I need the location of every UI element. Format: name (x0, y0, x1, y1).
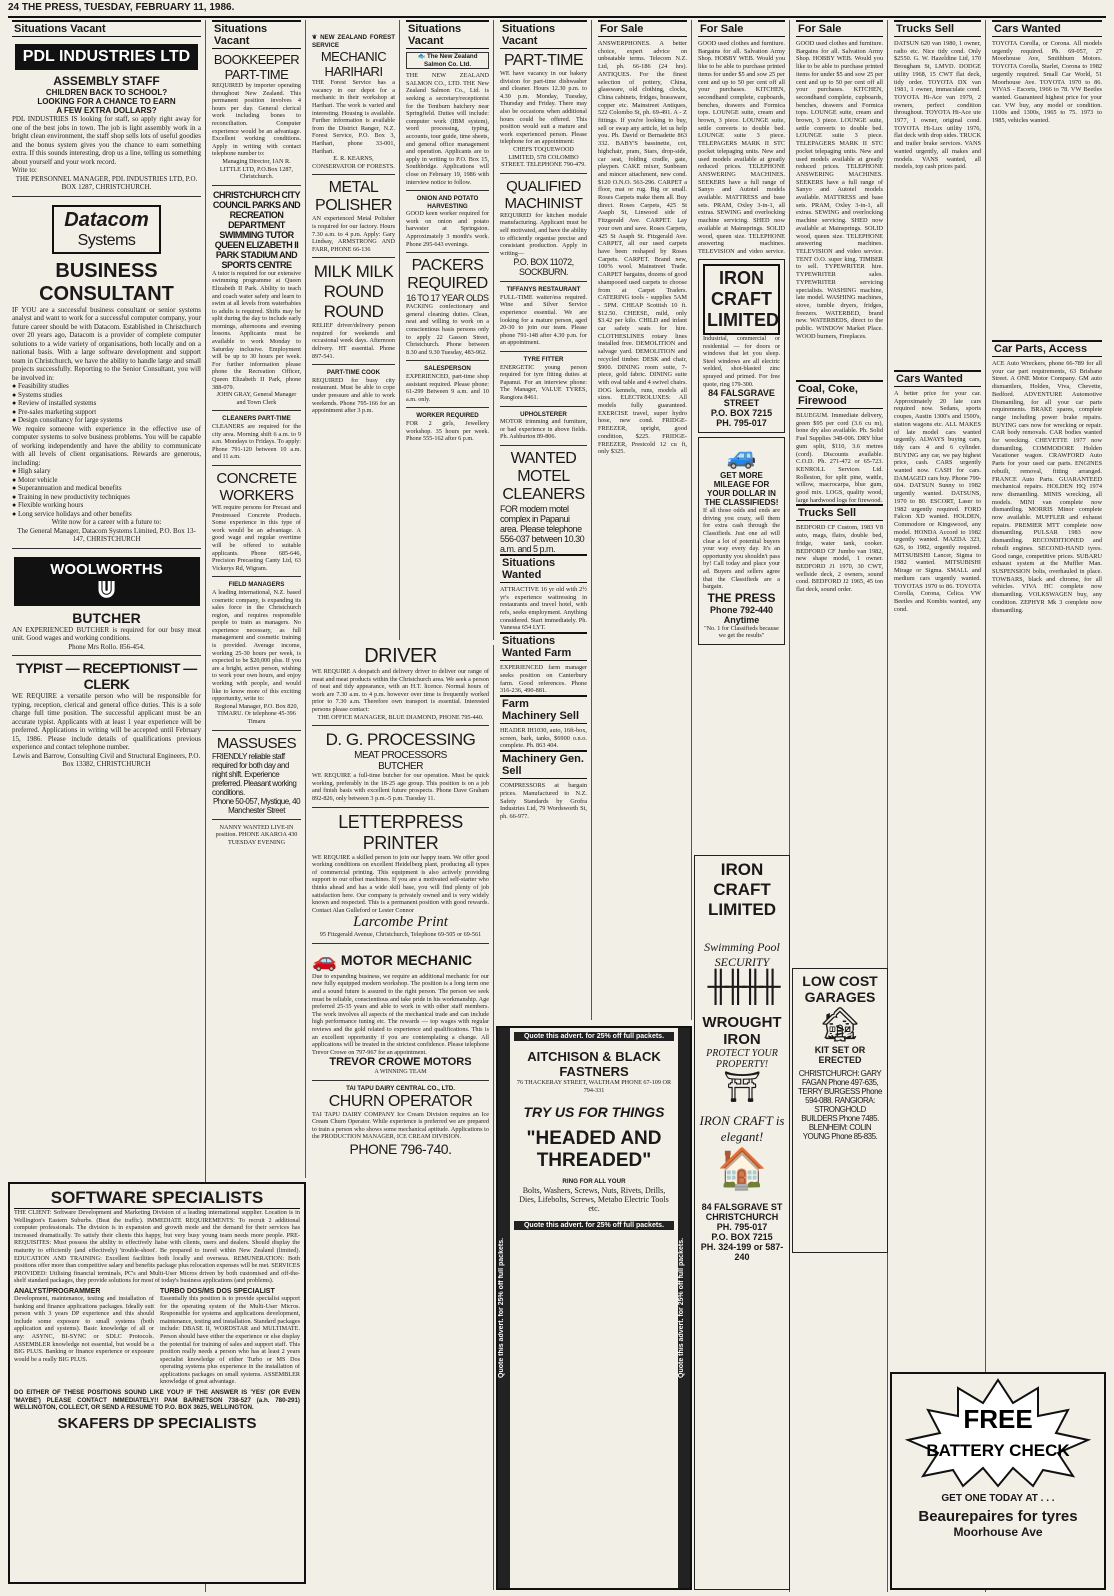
car-parts-listings: ACE Auto Wreckers, phone 66-789 for all your car part requirements, 63 Brisbane Street. A ONE Motor Company. GM auto dismantlers, Holden, Viva, Chevette, Bedford. ADVENTURE Automotive Dismantling, for all your car parts requirements. BRAKE spares, complete range including power brake repairs. BUYING cars now for wrecking or repair. CAR body removals. CAR bodies wanted for wrecking. CHEVETTE 1977 now dismantling. COMMODORE Holden Vacationer wagon. CRAWFORD Auto Parts for your used car parts. ENGINES rebuilt, removal, fitting arranged. FRANCE Auto Parts. GUARANTEED mechanical repairs. HOLDEN HQ 1974 now dismantling. MINIS wrecking, all models. MINI van complete now dismantling. MORRIS Minor complete now available. MUFFLER and exhaust repairs. PREMIER MTT complete now dismantling. PULSAR 1983 now dismantling. RECONDITIONED and rebuilt engines. SECOND-HAND tyres. Good range, competitive prices. SUBARU exhaust system at the Muffler Man. SUSPENSION bolts, overhauled in place. TOWBARS, black and chrome, for all vehicles. VIVA HC complete now dismantling. VOLKSWAGEN buy, any condition. ZEPHYR Mk 3 complete now dismantling. (992, 360, 1102, 614)
car-icon: 🚙 (726, 444, 757, 471)
driver-headline: DRIVER (364, 645, 437, 667)
ccc-sign: JOHN GRAY, General Manager and Town Clerk (216, 391, 297, 406)
motor-header (312, 948, 489, 973)
forest-sign: E. R. KEARNS, CONSERVATOR OF FORESTS. (312, 155, 395, 170)
software-headline: SOFTWARE SPECIALISTS (14, 1188, 300, 1209)
classifieds-tag: "No. 1 for Classifieds because we get the results" (704, 624, 779, 640)
ironcraft-box: P.O. BOX 7215 (710, 408, 773, 419)
salesperson-title: SALESPERSON (424, 365, 471, 373)
bookkeeper-address: Managing Director, IAN R. LITTLE LTD, P.O.Box 1287, Christchurch. (219, 157, 294, 181)
coal-listings: BLUEGUM. Immediate delivery, green $95 per cord (3.6 cu m), bone dry also available. Ph. Solid Fuel Supplies 348-006. DRY blue gum split, $110, 3.6 metres (cord). Discounts available. C.O.D. Ph. 271-472 or 65-723. KENROLL Services Ltd. Rolleston, for split pine, wattle, willow, macrocarpa, blue gum, good mix. LOGS, quality wood, large hardwood logs for firewood. (796, 412, 883, 504)
classifieds-anytime: Anytime (723, 614, 760, 625)
pdl-write: Write to: (12, 166, 37, 174)
parttime-body: WE have vacancy in our bakery division for part-time dishwasher and cleaner. Hours 12.30 p.m. to 4.30 p.m. Monday, Tuesday, Thursday and Friday. There may also be occasions when additional hours could be offered. This position would suit a mature and work experienced person. Please telephone for an appointment: (500, 70, 587, 146)
datacom-body2: We require someone with experience in the effective use of computer systems to solve business problems. You will be capable of working independently and have the ability to communicate with all levels of client organisations. Rewards are generous, including: (12, 424, 201, 467)
column-5 (496, 20, 592, 1020)
classifieds-phone: Phone 792-440 (709, 604, 774, 615)
bullet-item: ● Superannuation and medical benefits (12, 484, 122, 492)
milk-body: RELIEF driver/delivery person required for weekends and occasional week days. Afternoon delivery. HT essential. Phone 897-541. (312, 322, 395, 360)
ironcraft-protect: PROTECT YOUR PROPERTY! (706, 1048, 778, 1070)
lowcost-logo: LOW COST GARAGES (802, 973, 878, 1005)
partcook-title: PART-TIME COOK (326, 369, 381, 377)
lowcost-contacts: CHRISTCHURCH: GARY FAGAN Phone 497-635, TERRY BURGESS Phone 594-088. RANGIORA: STRONGHOLD BUILDERS Phone 7485. BLENHEIM: COLIN YOUNG Phone 85-835. (797, 1069, 883, 1141)
column-10 (988, 20, 1106, 1592)
battery-free: FREE (963, 1404, 1033, 1434)
software-footer: DO EITHER OF THESE POSITIONS SOUND LIKE YOU? IF THE ANSWER IS 'YES' (OR EVEN 'MAYBE') PLEASE CONTACT IMMEDIATELY!! PAM BARNETSON 738-527 (a.h. 780-291) WELLINGTON, COLLECT, OR SEND A RESUME TO P.O. BOX 3625, WELLINGTON. (14, 1389, 300, 1412)
typist-headline: TYPIST — RECEPTIONIST — CLERK (16, 660, 197, 692)
masseuses-headline: MASSUSES (216, 734, 297, 752)
garage-icon: 🏚 (818, 1007, 862, 1044)
field-body: A leading international, N.Z. based cosmetic company, is expanding its sales force in the Christchurch region, and requires responsible people to train as managers. No experience necessary, as full management and cosmetic training is provided. Average income, working 25-30 hours per week, is expected to be $20,000 plus. If you are a bright, active person, wishing to work your own hours, and enjoy working with people, and would like to know more of this exciting opportunity, write to: (212, 588, 301, 703)
bullet-text: Systems studies (17, 390, 63, 399)
machinist-address: P.O. BOX 11072, SOCKBURN. (513, 257, 574, 278)
ironcraft-ad (698, 259, 785, 433)
typist-body: WE REQUIRE a versatile person who will be responsible for typing, reception, clerical and general office duties. This is a sole charge full time position. The successful applicant must be an accurate typist. Applicants with at least 1 year experience will be preferred. Applications in writing will be accepted until February 15, 1986. Please include details of qualifications previous experience and contact telephone number. (12, 692, 201, 751)
pdl-ad (12, 40, 201, 192)
section-header: Trucks Sell (796, 504, 883, 521)
tiffanys-title: TIFFANYS RESTAURANT (506, 286, 581, 294)
pdl-headline: ASSEMBLY STAFF (53, 74, 160, 88)
for-sale-listings: GOOD used clothes and furniture. Bargains for all. Salvation Army Shop. HOBBY WEB. Would you like to be able to purchase printed items for under $5 and sow 25 per cent and up to 50 per cent off all your purchases. KITCHEN, secondhand complete, cupboards, benches, drawers and Formica tops. LOUNGE suite, cream and brown, 3 piece. LOUNGE suite, settle converts to double bed. LOUNGE suite 3 piece. TELEPAGERS MARK II STC pocket telepaging units. New and used models available at greatly reduced prices. TELEPHONE ANSWERING MACHINES. SEEKERS have a full range of Sanyo and Autotel models available. MATTRESS and base sets. PRAM, Oxley 3-in-1, all extras. SEWING and overlocking machine servicing. SHED now available at Mainsprings. SOLID wood, queen size. TELEPHONE answering machines. TELEVISION and video service. (698, 40, 785, 255)
datacom-logo (52, 205, 160, 254)
section-header: Situations Vacant (406, 20, 489, 49)
ironcraft-body: Industrial, commercial or residential — for doors or windows that let you sleep. Steel windows are all electric welded, shot-blasted zinc sprayed and primed. For free quote, ring 179-300. (703, 335, 780, 388)
bullet-text: Design consultancy for large systems (17, 416, 123, 424)
bullet-item: ● Pre-sales marketing support (12, 407, 97, 416)
battery-check: BATTERY CHECK (926, 1441, 1070, 1460)
motel-body: FOR modern motel complex in Papanui area. Please telephone 556-037 between 10.30 a.m. and 5 p.m. (500, 503, 585, 554)
datacom-bullets (12, 382, 201, 425)
cleaners-body: CLEANERS are required for the city area. Morning shift 6 a.m. to 9 a.m. Mondays to Fridays. To apply: Phone 791-120 between 10 a.m. and 11 a.m. (212, 423, 301, 461)
ironcraft-box: P.O. BOX 7215 (711, 1232, 773, 1242)
nanny-ad: NANNY WANTED LIVE-IN position. PHONE AKAROA 430 TUESDAY EVENING (215, 823, 298, 846)
motor-body: Due to expanding business, we require an additional mechanic for our new fully equipped modern workshop. The position is a long term one and a sound future is assured to the right person. The person we seek must be reliable, conscientious and take pride in his workmanship. Age preferred 25-35 years and able to work in with other staff members. The work involves all aspects of the mechanical trade and can include high performance tuning etc. The rewards — top wages with regular reviews and the gold related to experience and qualifications. This is an excellent opportunity if you are contemplating a change. All applications will be treated in the strictest confidence. Please telephone Trevor Crowe on 797-967 for an appointment. (312, 972, 489, 1056)
aitchison-items: Bolts, Washers, Screws, Nuts, Rivets, Drills, Dies, Lifebolts, Screws, Metabo Electric Tools etc. (519, 1185, 669, 1213)
motor-tagline: A WINNING TEAM (374, 1068, 427, 1076)
letterpress-address: 95 Fitzgerald Avenue, Christchurch, Telephone 69-505 or 69-561 (319, 931, 482, 939)
woolworths-body: AN EXPERIENCED BUTCHER is required for our busy meat unit. Good wages and working conditions. (12, 625, 201, 642)
taitapu-phone: PHONE 796-740. (349, 1140, 452, 1157)
dg-sub: MEAT PROCESSORS (354, 750, 447, 762)
metal-body: AN experienced Metal Polisher is required for our factory. Hours 7.30 a.m. to 4 p.m. Apply: Gary Lindsay, ARMSTRONG AND FARR, PHONE 66-136 (312, 215, 395, 253)
aitchison-strip-bottom: Quote this advert. for 25% off full packets. (514, 1221, 674, 1230)
ironcraft-wrought: WROUGHT IRON (702, 1014, 782, 1048)
car-icon: 🚗 (312, 949, 337, 972)
metal-headline: METAL POLISHER (315, 179, 392, 215)
gate-icon: ⛩ (722, 1071, 762, 1104)
salmon-body: THE NEW ZEALAND SALMON CO., LTD. THE New Zealand Salmon Co., Ltd. is seeking a secretary/receptionist for the Tentburn hatchery near Springfield. Duties will include: computer work (IBM system), word processing, typing, accounts, tour guide, time sheets, and general office management and operation. Applicants are to apply in writing to P.O. Box 15, Southbridge. Applications will close on February 19, 1986 with interview notice to follow. (406, 72, 489, 186)
datacom-logo-text: Datacom (64, 208, 149, 231)
fern-icon: ❦ (312, 34, 318, 41)
aitchison-content (510, 1028, 678, 1588)
bullet-item: ● Training in new productivity techniques (12, 492, 130, 501)
onion-title: ONION AND POTATO HARVESTING (416, 195, 479, 210)
woolworths-logo (14, 557, 200, 606)
bullet-item: ● Long service holidays and other benefits (12, 509, 132, 518)
bullet-text: High salary (17, 467, 51, 475)
column-4 (402, 20, 494, 640)
position-body: Essentially this position is to provide specialist support for the operating system of the Multi-User Micros. Responsible for systems and applications development, maintenance, testing and installation. Standard packages include: DBASE II, WORDSTAR and MULTIMATE. Person should have either the experience or else display the potential for training of sales and support staff. This position really needs a person who has at least 2 years specialist knowledge of either Turbo or MS Dos operating systems plus experience in the installation of applications packages on small systems. ASSEMBLER knowledge of great advantage. (160, 1294, 300, 1386)
software-body: THE CLIENT: Software Development and Marketing Division of a leading international supplier. Location is in Wellington's Eastern Suburbs. (Beat the traffic). IMMEDIATE REQUIREMENTS: To recruit 2 additional computer professionals. The division is in expansion and growth mode and the demand for their services has increased dramatically. To satisfy their clients this happy, but very busy young team needs more people. PRE-REQUISITES: Must possess the ability to effectively liaise with clients, users and dealers. Should display the maturity to efficiently (and effectively) 'trouble-shoot'. Be prepared to travel within New Zealand (limited). EDUCATION AND TRAINING: Excellent facilities both locally and overseas. REMUNERATION: Both positions offer more than competitive salary and benefits package plus relocation expenses will be met. SERVICES PROVIDED: Utilising financial terminals, PC's and Multi-User Micros driven by both customised and off-the-shelf standard packages, they provide solutions for most of today's business applications (and problems). (14, 1209, 301, 1285)
battery-ad (890, 1372, 1106, 1590)
bullet-text: Superannuation and medical benefits (17, 484, 122, 492)
salmon-logo-text: The New Zealand Salmon Co. Ltd. (423, 53, 478, 68)
wide-ads (308, 645, 494, 1590)
section-header: For Sale (598, 20, 687, 37)
masseuses-phone: Phone 50-057, Mystique, 40 Manchester Street (212, 796, 301, 815)
bullet-item: ● Systems studies (12, 390, 63, 399)
concrete-headline: CONCRETE WORKERS (216, 469, 297, 504)
lowcost-ad (792, 968, 888, 1253)
pdl-sub: LOOKING FOR A CHANCE TO EARN (37, 97, 176, 106)
driver-body: WE REQUIRE A despatch and delivery driver to deliver our range of meat and meat products within the Christchurch area. We seek a person of neat and tidy appearance, with an H.T. licence. Normal hours of work are 7.30 a.m. to 4 p.m. however over time is frequently worked prior to 7.30 a.m. Therefore own transport is essential. Interested persons please contact: (312, 668, 489, 713)
fence-icon: ╫╫╫╫ (707, 970, 777, 1003)
ccc-body: A tutor is required for our extensive swimming programme at Queen Elizabeth II Park. Ability to teach and coach water safety and learn to swim at all levels from waterbabies to adults is required. Shifts may be split during the day to include early mornings, afternoons and evening lessons. Applicants must be available to work Monday to Saturday inclusive. Employment will be up to 30 hours per week. For further information please phone the Recreation Officer, Queen Elizabeth II Park, phone 388-079. (212, 269, 301, 391)
parttime-headline: PART-TIME (503, 52, 584, 69)
for-sale-listings: ANSWERPHONES. A better choice, expert advice on unbeatable terms. Telecom N.Z. Ltd, ph. 66-186 (24 hrs). ANTIQUES. For the finest selection of pottery, China, glassware, old clothing, clocks, China cabinets, fridges, brassware, copper etc. Mainstreet Antiques, 522 Colombo St, ph. 69-491. A - Z fittings. If you're looking to buy, sell or swap any article, let us help you. Ph. David or Bernadette 863 332. BABY'S bassinette, cot, highchair, pram, Stars, drop-side, car seat, folding cradle, gate, playpen. CAKE mixer, Sunbeam and mincer attachment, new cond. $120 O.N.O. 563-296. CARPET a floor, mat or rug. Big or small. Roses Carpets make them all. Buy direct. Roses Carpets, 425 St Asaph St, Linwood side of Fitzgerald Ave. CARPET. Lay your own and save. Roses Carpets, 425 St Asaph St. Fitzgerald Ave. CARPET, all our used carpets have been reshaped by Roses Carpets. CARPET. Brand new, 100% wool. Mainstreet Trade. CARPET bargains, dozens of good shampooed used carpets to choose from at Carpet Traders. CATERING tools - supplies 5AM - 5PM. CHEAP Scottish 10 ft. $12.50. CHEESE, mild, only $3.42 per kilo. CHILD and infant car safety seats for hire. CLOTHESLINES rotary lines installed free. DEMOLITION and salvage yard. DEMOLITION and recycled timber. DESK and chair, $900. DINING room suite, 7-piece, gold fabric. DINING suite with oval table and 4 swivel chairs. DOG kennels, runs, models all sizes. ELECTROLUXES: All models fully guaranteed. EXERCISE travel, super hydro hose, new cond. FRIDGE-FREEZER, upright, good condition, $225. FRIDGE-FREEZER, Prestcold 12 cu ft, only $325. (598, 40, 688, 456)
cars-wanted-listings: A better price for your car. Approximately 20 late cars required now. Sedans, sports coupes, Austin 1300's and 1500's, station wagons etc. ALL MAKES of late model cars wanted urgently. ALWAYS buying cars, tidy cars 4 and 6 cylinder. BUYING any car, we pay highest price, cash. CARS urgently wanted now. CASH for cars. DAMAGED cars buy. Phone 799-604. DATSUN Sunny to 1982 urgently wanted. DATSUNS, 1970 to 80. ESCORT, Laser to 1982 urgently required. FORD Falcon XD wanted. HOLDEN, Commodore or Kingswood, any model. HONDA Accord to 1982 urgently wanted. MAZDA 323, 626, to 1982, urgently required. MITSUBISHI Lancer, Sigma to 1982 wanted. MITSUBISHI Mirage or Sigma. SMALL and medium cars urgently wanted. TOYOTAS 1970 to 86. TOYOTA Corolla, Corona, Celica. VW Beetles and Kombis wanted, any cond. (894, 390, 981, 613)
dg-headline: D. G. PROCESSING (325, 730, 476, 750)
taitapu-company: TAI TAPU DAIRY CENTRAL CO., LTD. (346, 1085, 455, 1092)
datacom-address: The General Manager, Datacom Systems Limited, P.O. Box 13-147, CHRISTCHURCH (17, 526, 196, 543)
software-position-left (14, 1288, 154, 1386)
column-9 (890, 20, 986, 1592)
aitchison-headline: "HEADED AND THREADED" (526, 1128, 662, 1172)
masseuses-body: FRIENDLY reliable staff required for both day and night shift. Experience preferred. Pleasant working conditions. (212, 751, 297, 797)
ironcraft-logo: IRON CRAFT LIMITED (708, 860, 776, 919)
typist-ad (12, 660, 201, 769)
bookkeeper-body: REQUIRED by importer operating throughout New Zealand. This permanent position involves 4 hours per day. General clerical work including bones to reconciliation. Computer experience would be an advantage. Excellent working conditions. Apply in writing with contact telephone number to: (212, 82, 301, 158)
ironcraft-2-ad (694, 855, 790, 1590)
pdl-sub: CHILDREN BACK TO SCHOOL? (45, 88, 168, 97)
aitchison-slogan: TRY US FOR THINGS (523, 1104, 665, 1121)
ironcraft-phone2: PH. 324-199 or 587-240 (700, 1242, 784, 1262)
bullet-item: ● Review of installed systems (12, 399, 97, 407)
parttime-address: CHEFS TOQUEWOOD LIMITED, 578 COLOMBO STREET. TELEPHONE 790-479. (501, 145, 586, 169)
section-header: For Sale (796, 20, 883, 37)
pdl-logo: PDL INDUSTRIES LTD (15, 44, 198, 70)
tyre-title: TYRE FITTER (523, 356, 564, 364)
taitapu-body: TAI TAPU DAIRY COMPANY Ice Cream Division requires an Ice Cream Churn Operator. While experience is preferred we are prepared to train a person who shows some mechanical aptitude. Applications to the PRODUCTION MANAGER, ICE CREAM DIVISION. (312, 1110, 489, 1141)
section-header: Coal, Coke, Firewood (796, 380, 883, 409)
classifieds-body: If all those odds and ends are driving you crazy, sell them for extra cash through the Classifieds. Just one ad will clear a lot of potential buyers your way every day. It's an opportunity you shouldn't pass by! Call today and place your ad. Buyers and sellers agree that the Classifieds are a bargain. (703, 507, 780, 591)
partcook-body: REQUIRED for busy city restaurant. Must be able to cope under pressure and able to work weekends. Phone 795-166 for an appointment after 3 p.m. (312, 376, 395, 415)
trucks-listings: DATSUN 620 van 1980, 1 owner, radio etc. Nice tidy cond. Only $2550. G. W. Hazeldine Ltd, 170 Brougham St, LMVD. DODGE utility 1968, 15 CWT flat deck, tidy order. TOYOTA DX van 1981, 1 owner, immaculate cond. TOYOTA Hi-Ace van 1979, 2 owners, perfect condition throughout. TOYOTA Hi-Ace ute 1977, 1 owner, original cond. TOYOTA Hi-Lux utility 1976, flat deck with drop sides. TRUCK and trailer brake services. VANS wanted urgently, all makes and models. VANS wanted, all models, top cash prices paid. (894, 40, 981, 171)
woolworths-phone: Phone Mrs Rollo. 856-454. (68, 642, 145, 651)
motor-logo: TREVOR CROWE MOTORS (329, 1056, 472, 1069)
aitchison-strip-left: Quote this advert. for 25% off full packets. (498, 1028, 510, 1588)
masthead: 24 THE PRESS, TUESDAY, FEBRUARY 11, 1986. (8, 2, 1106, 18)
forest-logo (312, 34, 395, 49)
datacom-write: Write now for a career with a future to: (51, 518, 162, 526)
position-title: ANALYST/PROGRAMMER (14, 1287, 101, 1295)
forest-ad (312, 34, 395, 170)
taitapu-headline: CHURN OPERATOR (328, 1092, 473, 1110)
section-header: Situations Vacant (12, 20, 201, 37)
cleaners-title: CLEANERS PART-TIME (222, 415, 291, 423)
classifieds-headline: GET MORE MILEAGE FOR YOUR DOLLAR IN THE CLASSIFIEDS! (704, 471, 779, 508)
forest-logo-text: NEW ZEALAND FOREST SERVICE (312, 34, 395, 49)
tyre-body: ENERGETIC young person required for tyre fitting duties at Papanui. For an interview phone: The Manager, VALUE TYRES, Rangiora 8461. (500, 363, 587, 401)
bullet-item: ● Flexible working hours (12, 501, 84, 509)
ironcraft-address: 84 FALSGRAVE STREET (708, 388, 775, 409)
bullet-text: Flexible working hours (17, 501, 84, 509)
concrete-body: WE require persons for Precast and Prestressed Concrete Products. Some experience in this type of work would be an advantage. A good wage and regular overtime will be offered to suitable applicants. Phone 685-646, Precision Precasting Canty Ltd, 63 Vickerys Rd, Wigram. (212, 503, 301, 572)
upholsterer-body: MOTOR trimming and furniture, or bad experience in above fields. Ph. Ashburton 89-806. (500, 418, 587, 441)
section-header: Farm Machinery Sell (500, 695, 587, 724)
ironcraft-logo: IRON CRAFT LIMITED (703, 264, 780, 335)
bullet-text: Motor vehicle (17, 475, 58, 484)
bookkeeper-headline: BOOKKEEPER PART-TIME (213, 52, 300, 82)
forest-body: THE Forest Service has a vacancy in our depot for a mechanic in their workshop at Harihari. The work is varied and interesting. Housing is available. Further information is available from the District Ranger, N.Z. Forest Service, P.O. Box 3, Harihari, phone 33-001, Harihari. (312, 79, 395, 155)
upholsterer-title: UPHOLSTERER (520, 410, 567, 418)
typist-address: Lewis and Barrow, Consulting Civil and Structural Engineers, P.O. Box 13382, CHRISTCHURCH (12, 751, 201, 768)
salmon-logo (406, 52, 489, 69)
pdl-body: PDL INDUSTRIES IS looking for staff, so apply right away for one of the best jobs in town. The job is light assembly work in a bright clean environment, the staff shop sells lots of useful goodies and the bonus system gives you the chance to earn something extra. If this sounds interesting, drop us a line, telling us something about yourself and your work record. (12, 115, 201, 166)
column-2 (208, 20, 306, 1178)
woolworths-logo-text: WOOLWORTHS (50, 560, 163, 578)
cars-wanted-listings: TOYOTA Corolla, or Corona. All models urgently required. Ph. 69-057, 27 Moorhouse Ave, Smithburn Motors. TOYOTA Corolla, Starlet, Corona to 1982 urgently required. Small Car World, 51 Moorhouse Ave. TOYOTA 1970 to 86. VIVAS - Escorts, 1966 to 78. VW Beetles wanted. Guaranteed highest price for your car. VW buy, any model or condition. 1100s and 1300s, 1965 to 75. 1973 to 1985, vehicles wanted. (992, 40, 1102, 125)
datacom-ad (12, 201, 201, 544)
ccc-headline: CHRISTCHURCH CITY COUNCIL PARKS AND RECREATION DEPARTMENT SWIMMING TUTOR QUEEN ELIZABETH II PARK STADIUM AND SPORTS CENTRE (212, 189, 301, 270)
woolworths-ad (12, 553, 201, 652)
section-header: Machinery Gen. Sell (500, 750, 587, 779)
column-6 (594, 20, 692, 1020)
datacom-logo-sub: Systems (77, 231, 136, 249)
column-8 (792, 20, 888, 1592)
section-header: Situations Wanted Farm (500, 632, 587, 661)
onion-body: GOOD keen worker required for work on onion and potato harvester at Springston. Approximately 3 month's work. Phone 295-643 evenings. (406, 210, 489, 248)
forest-headline: MECHANIC HARIHARI (320, 49, 387, 80)
field-address: Regional Manager, P.O. Box 820, TIMARU. Or telephone 45-396 Timaru (214, 702, 299, 725)
starburst-icon (898, 1378, 1098, 1488)
bullet-text: Feasibility studies (17, 382, 69, 390)
pdl-address: THE PERSONNEL MANAGER, PDL INDUSTRIES LTD, P.O. BOX 1287, CHRISTCHURCH. (15, 174, 198, 191)
software-position-right (160, 1288, 300, 1386)
battery-sub: GET ONE TODAY AT . . . (941, 1493, 1055, 1504)
bullet-item: ● Design consultancy for large systems (12, 416, 123, 424)
bullet-text: Pre-sales marketing support (17, 407, 97, 416)
section-header: Trucks Sell (894, 20, 981, 37)
classifieds-ad (698, 437, 785, 645)
section-header: Car Parts, Access (992, 340, 1102, 357)
section-header: Situations Vacant (500, 20, 587, 49)
column-3 (308, 20, 400, 640)
bullet-item: ● High salary (12, 467, 51, 475)
woolworths-headline: BUTCHER (72, 609, 141, 626)
ironcraft-phone: PH. 795-017 (716, 418, 767, 429)
position-body: Development, maintenance, testing and installation of banking and finance applications packages. Ideally suit person with 3 years DP experience and this should include some exposure to small systems (both application and systems). Basic knowledge of all or any: ASYNC, BI-SYNC or SDLC Protocols. ASSEMBLER knowledge not essential, but would be a BIG PLUS. Banking or finance experience or exposure would be a really BIG PLUS. (14, 1294, 154, 1363)
letterpress-headline: LETTERPRESS PRINTER (338, 811, 463, 853)
section-header: Situations Wanted (500, 554, 587, 583)
farm-machinery-listing: HEADER IH1030, auto, 16ft-box, screen, bark, tanks, $6900 o.n.o. complete. Ph. 863 404. (500, 727, 587, 750)
worker-body: FOR 2 girls, Jewellery workshop. 35 hours per week. Phone 555-162 after 6 p.m. (406, 419, 489, 443)
machinist-headline: QUALIFIED MACHINIST (504, 177, 583, 212)
driver-address: THE OFFICE MANAGER, BLUE DIAMOND, PHONE 795-440. (317, 713, 484, 721)
bullet-item: ● Motor vehicle (12, 475, 58, 484)
software-positions (14, 1288, 300, 1386)
bullet-text: Review of installed systems (17, 399, 97, 407)
ironcraft-pool: Swimming Pool SECURITY (704, 940, 780, 969)
packers-body: PACKING confectionary and general cleaning duties. Clean, neat and willing to work on a conscientious basis persons only to apply 22 Gasson Street, Christchurch. Phone between 8.30 and 9.30 Tuesday, 483-962. (406, 303, 489, 356)
bullet-text: Training in new productivity techniques (17, 492, 130, 501)
software-ad (8, 1182, 306, 1584)
field-title: FIELD MANAGERS (228, 581, 285, 589)
situations-wanted-farm-listing: EXPERIENCED farm manager seeks position on Canterbury farm. Good references. Phone 316-236, 490-881. (500, 664, 587, 695)
battery-company: Beaurepaires for tyres (918, 1508, 1078, 1525)
milk-headline: MILK MILK ROUND ROUND (313, 262, 394, 322)
salesperson-body: EXPERIENCED, part-time shop assistant required. Please phone: 61-299 Between 9 a.m. and 10 a.m. only. (406, 373, 489, 403)
machinist-body: REQUIRED for kitchen module manufacturing. Applicant must be self motivated, and have the ability to efficiently organise precise and consistant production. Apply in writing— (500, 211, 587, 257)
worker-title: WORKER REQUIRED (416, 412, 479, 420)
aitchison-sub: RING FOR ALL YOUR (562, 1178, 626, 1186)
section-header: For Sale (698, 20, 785, 37)
ironcraft-elegant: IRON CRAFT is elegant! (699, 1113, 785, 1144)
aitchison-strip-top: Quote this advert. for 25% off full packets. (514, 1032, 674, 1041)
motel-headline: WANTED MOTEL CLEANERS (502, 449, 585, 503)
fish-icon: 🐟 (417, 53, 426, 60)
ironcraft-phone: PH. 795-017 (716, 1222, 768, 1232)
bullet-text: Long service holidays and other benefits (17, 509, 132, 518)
letterpress-body: WE REQUIRE a skilled person to join our happy team. We offer good working conditions on excellent Heidelberg plant, producing all types of commercial printing. This equipment is also actively providing support to our offset machines. If you are a motivated self-starter who thinks ahead and has a wide skill base, you will find plenty of job satisfaction here. Our company is privately owned and is very widely known and respected. This is a permanent position with good rewards. Contact Alan Gulleford or Lester Connor (312, 853, 489, 914)
tiffanys-body: FULL-TIME waiter/ess required. Wine and Silver Service experience essential. We are looking for a mature person, aged 20-30 to join our team. Please phone 791-148 after 4.30 p.m. for an appointment. (500, 293, 587, 347)
position-title: TURBO DOS/MS DOS SPECIALIST (160, 1287, 275, 1295)
larcombe-logo: Larcombe Print (353, 914, 448, 931)
software-logo: SKAFERS DP SPECIALISTS (57, 1414, 257, 1432)
motor-headline: MOTOR MECHANIC (340, 952, 473, 969)
situations-wanted-listing: ATTRACTIVE 16 yr old with 2½ yr's experience waitressing in restaurants and travel hotel, with refs, seeks employment. Anything considered. Start immediately. Ph. Vanessa 654 LYT. (500, 585, 587, 632)
datacom-headline: BUSINESS (55, 259, 158, 282)
battery-address: Moorhouse Ave (953, 1525, 1043, 1539)
lowcost-kitset: KIT SET OR ERECTED (814, 1045, 866, 1065)
dg-sub: BUTCHER (378, 761, 423, 773)
packers-headline: PACKERS REQUIRED (407, 257, 488, 293)
section-header: Situations Vacant (212, 20, 301, 49)
datacom-headline: CONSULTANT (39, 282, 174, 305)
dg-body: WE REQUIRE a full-time butcher for our operation. Must be quick working, preferably in the 18-25 age group. This position is on a job and finish basis with excellent future prospects. Phone Dave Graham 892-826, only between 3 p.m.-5 p.m. Tuesday 11. (312, 772, 489, 802)
trucks-listings: BEDFORD CF Custom, 1983 V8 auto, mags, flairs, double bed, fridge, water tank, cooker. BEDFORD CF Jumbo van 1982, new shape model, 1 owner. BEDFORD J1 1970, 30 CWT, wellside deck, 2 owners, sound cond. BEDFORD J2 1965, 45 ton flat deck, sound order. (796, 524, 883, 594)
aitchison-address: 76 THACKERAY STREET, WALTHAM PHONE 67-109 OR 794-331 (516, 1079, 672, 1094)
ironcraft-address: 84 FALSGRAVE ST CHRISTCHURCH (701, 1202, 783, 1222)
bullet-item: ● Feasibility studies (12, 382, 69, 390)
pdl-sub: A FEW EXTRA DOLLARS? (56, 106, 157, 115)
datacom-bullets2 (12, 467, 201, 518)
datacom-body: IF YOU are a successful business consultant or senior systems analyst and want to work for a successful computer company, your future career should be with Datacom. Established in Christchurch over 20 years ago, Datacom is a provider of complete computer solutions to a wide variety of organisations, both locally and on a national basis. With a large software development and support team in Christchurch, we have the ability to handle large and small projects successfully. Reporting to the Senior Consultant, you will be involved in: (12, 305, 201, 382)
packers-sub: 16 TO 17 YEAR OLDS (406, 293, 489, 304)
aitchison-ad (496, 1026, 692, 1590)
section-header: Cars Wanted (894, 370, 981, 387)
woolworths-w-icon: ⋓ (96, 575, 117, 603)
house-icon: 🏠 (717, 1146, 767, 1191)
aitchison-company: AITCHISON & BLACK FASTNERS (527, 1049, 661, 1079)
machinery-gen-listing: COMPRESSORS at bargain prices. Manufactured to N.Z. Safety Standards by Grofra Industries Ltd, 79 Wordsworth St, ph. 66-977. (500, 782, 587, 820)
aitchison-strip-right: Quote this advert. for 25% off full packets. (678, 1028, 690, 1588)
for-sale-listings: GOOD used clothes and furniture. Bargains for all. Salvation Army Shop. HOBBY WEB. Would you like to be able to purchase printed items for under $5 and sow 25 per cent and up to 50 per cent off all your purchases. KITCHEN, secondhand complete, cupboards, benches, drawers and Formica tops. LOUNGE suite, cream and brown, 3 piece. LOUNGE suite, settle converts to double bed. LOUNGE suite 3 piece. TELEPAGERS MARK II STC pocket telepaging units. New and used models available at greatly reduced prices. TELEPHONE ANSWERING MACHINES. SEEKERS have a full range of Sanyo and Autotel models available. MATTRESS and base sets. PRAM, Oxley 3-in-1, all extras. SEWING and overlocking machine servicing. SHED now available at Mainsprings. SOLID wood, queen size. TELEPHONE answering machines. TELEVISION and video service. TENT O.O. super king. TIMBER to sell. TYPEWRITER hire. TYPEWRITER sales. TYPEWRITER servicing specialists. WASHING machine, late model. WASHING machines, stove, tumble dryers, fridges, freezers. WATERBED, brand new. WATERBEDS, direct to the public. WINDOW Market Place. WOOD burners, Fireplaces. (796, 40, 883, 340)
section-header: Cars Wanted (992, 20, 1102, 37)
classifieds-paper: THE PRESS (707, 590, 776, 605)
